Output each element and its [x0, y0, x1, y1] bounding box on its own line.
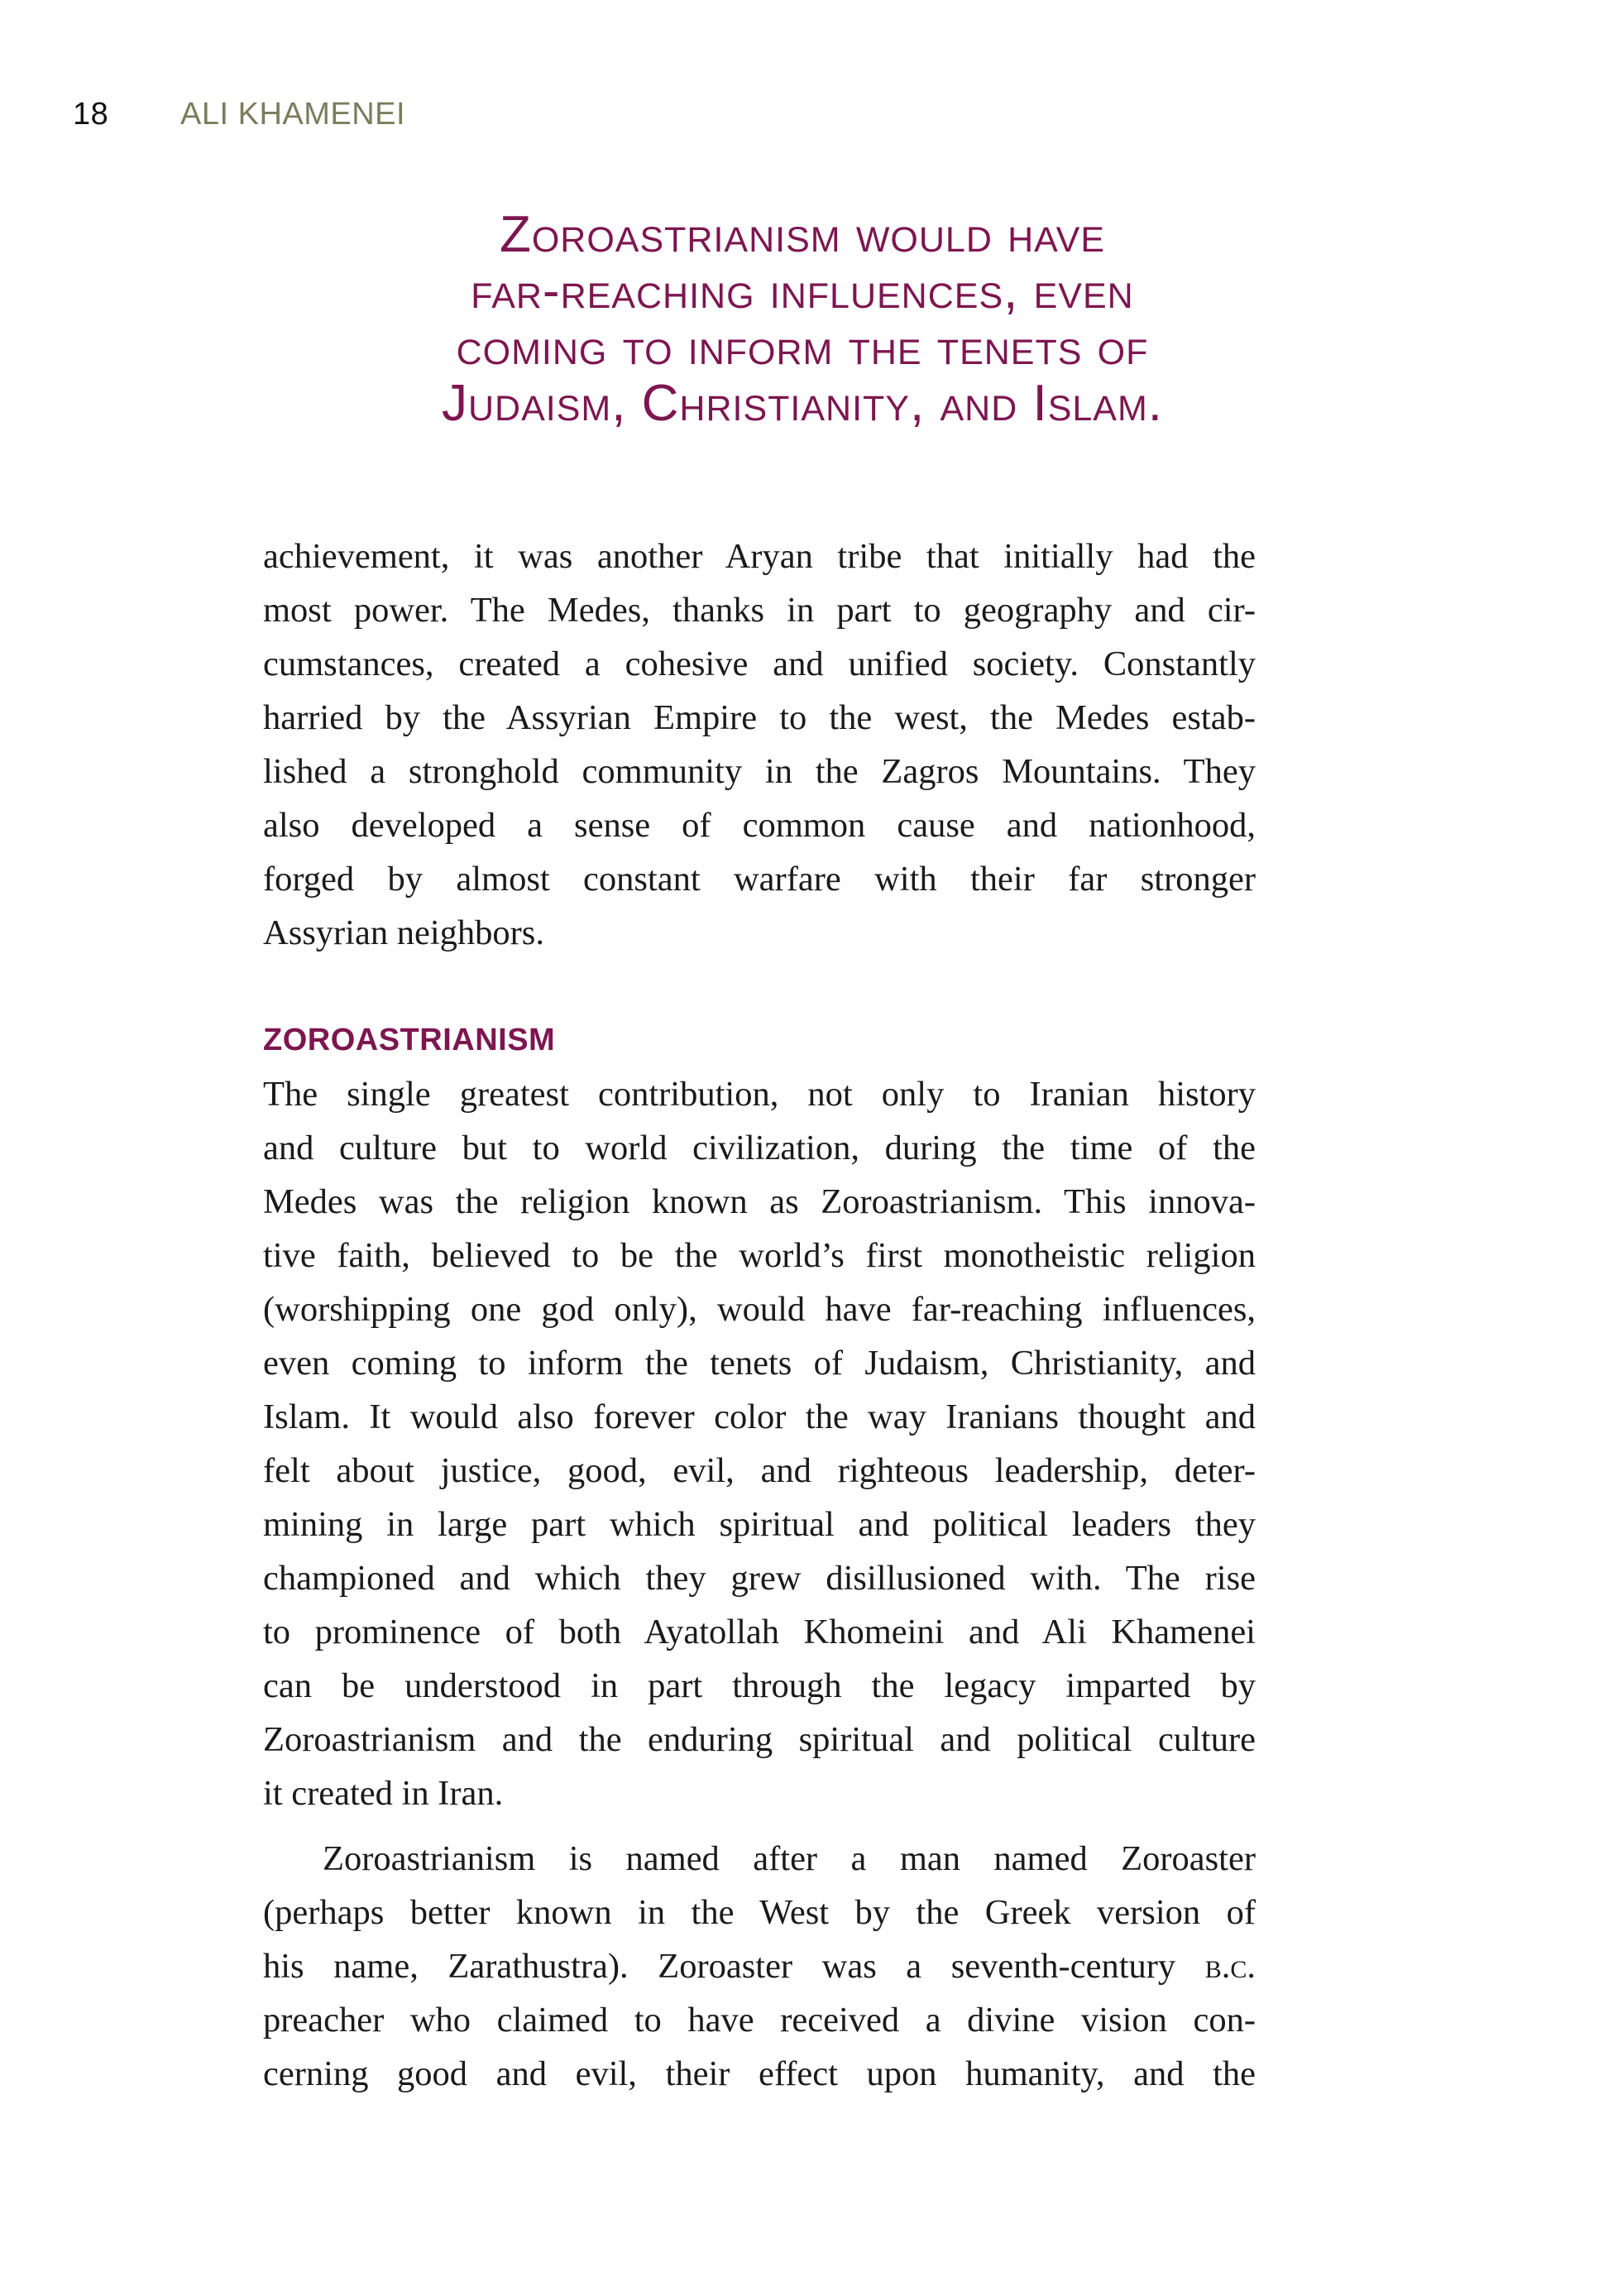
paragraph: [263, 1067, 1256, 1820]
section-heading: ZOROASTRIANISM: [263, 1023, 556, 1057]
running-title: ALI KHAMENEI: [180, 96, 406, 132]
text-line: Islam. It would also forever color the way Iranians thought and: [263, 1397, 1256, 1436]
pull-quote-line: far-reaching influences, even: [471, 262, 1134, 319]
text-line: championed and which they grew disillusioned with. The rise: [263, 1559, 1256, 1598]
paragraph-gap: [263, 1820, 1256, 1832]
text-line: to prominence of both Ayatollah Khomeini and Ali Khamenei: [263, 1613, 1256, 1651]
text-line-fragment: his name, Zarathustra). Zoroaster was a seventh-century: [263, 1947, 1176, 1986]
running-head: [73, 89, 405, 139]
text-line: Zoroastrianism is named after a man named Zoroaster: [323, 1839, 1256, 1878]
text-line: tive faith, believed to be the world’s first monotheistic religion: [263, 1236, 1256, 1275]
text-line: The single greatest contribution, not only to Iranian history: [263, 1075, 1256, 1114]
body-text: [263, 530, 1256, 2101]
text-line: forged by almost constant warfare with their far stronger: [263, 860, 1256, 899]
paragraph: [263, 1832, 1256, 2101]
text-line: cerning good and evil, their effect upon humanity, and the: [263, 2054, 1256, 2093]
pull-quote: [314, 207, 1290, 432]
text-line: it created in Iran.: [263, 1774, 504, 1813]
paragraph: [263, 530, 1256, 960]
pull-quote-line: coming to inform the tenets of: [456, 319, 1149, 376]
text-line: can be understood in part through the legacy imparted by: [263, 1666, 1256, 1705]
text-line: Medes was the religion known as Zoroastrianism. This innova-: [263, 1182, 1256, 1221]
text-line: also developed a sense of common cause and nationhood,: [263, 806, 1256, 845]
text-line: Zoroastrianism and the enduring spiritual and political culture: [263, 1720, 1256, 1759]
text-line: cumstances, created a cohesive and unified society. Constantly: [263, 645, 1256, 683]
text-line: lished a stronghold community in the Zagros Mountains. They: [263, 752, 1256, 791]
text-line: Assyrian neighbors.: [263, 913, 544, 952]
text-line: and culture but to world civilization, during the time of the: [263, 1129, 1256, 1167]
text-line-with-era: [263, 1939, 1256, 1993]
text-line: achievement, it was another Aryan tribe that initially had the: [263, 537, 1256, 576]
text-line: mining in large part which spiritual and political leaders they: [263, 1505, 1256, 1544]
text-line: (worshipping one god only), would have far-reaching influences,: [263, 1290, 1256, 1329]
pull-quote-line: Zoroastrianism would have: [499, 206, 1106, 263]
text-line: even coming to inform the tenets of Judaism, Christianity, and: [263, 1344, 1256, 1383]
text-line: felt about justice, good, evil, and righteous leadership, deter-: [263, 1451, 1256, 1490]
text-line: preacher who claimed to have received a divine vision con-: [263, 2001, 1256, 2040]
era-abbreviation: b.c.: [1204, 1947, 1256, 1986]
text-line: (perhaps better known in the West by the Greek version of: [263, 1893, 1256, 1932]
text-line: most power. The Medes, thanks in part to geography and cir-: [263, 591, 1256, 630]
page-number: 18: [73, 96, 109, 132]
pull-quote-line: Judaism, Christianity, and Islam.: [441, 375, 1164, 432]
text-line: harried by the Assyrian Empire to the west, the Medes estab-: [263, 698, 1256, 737]
